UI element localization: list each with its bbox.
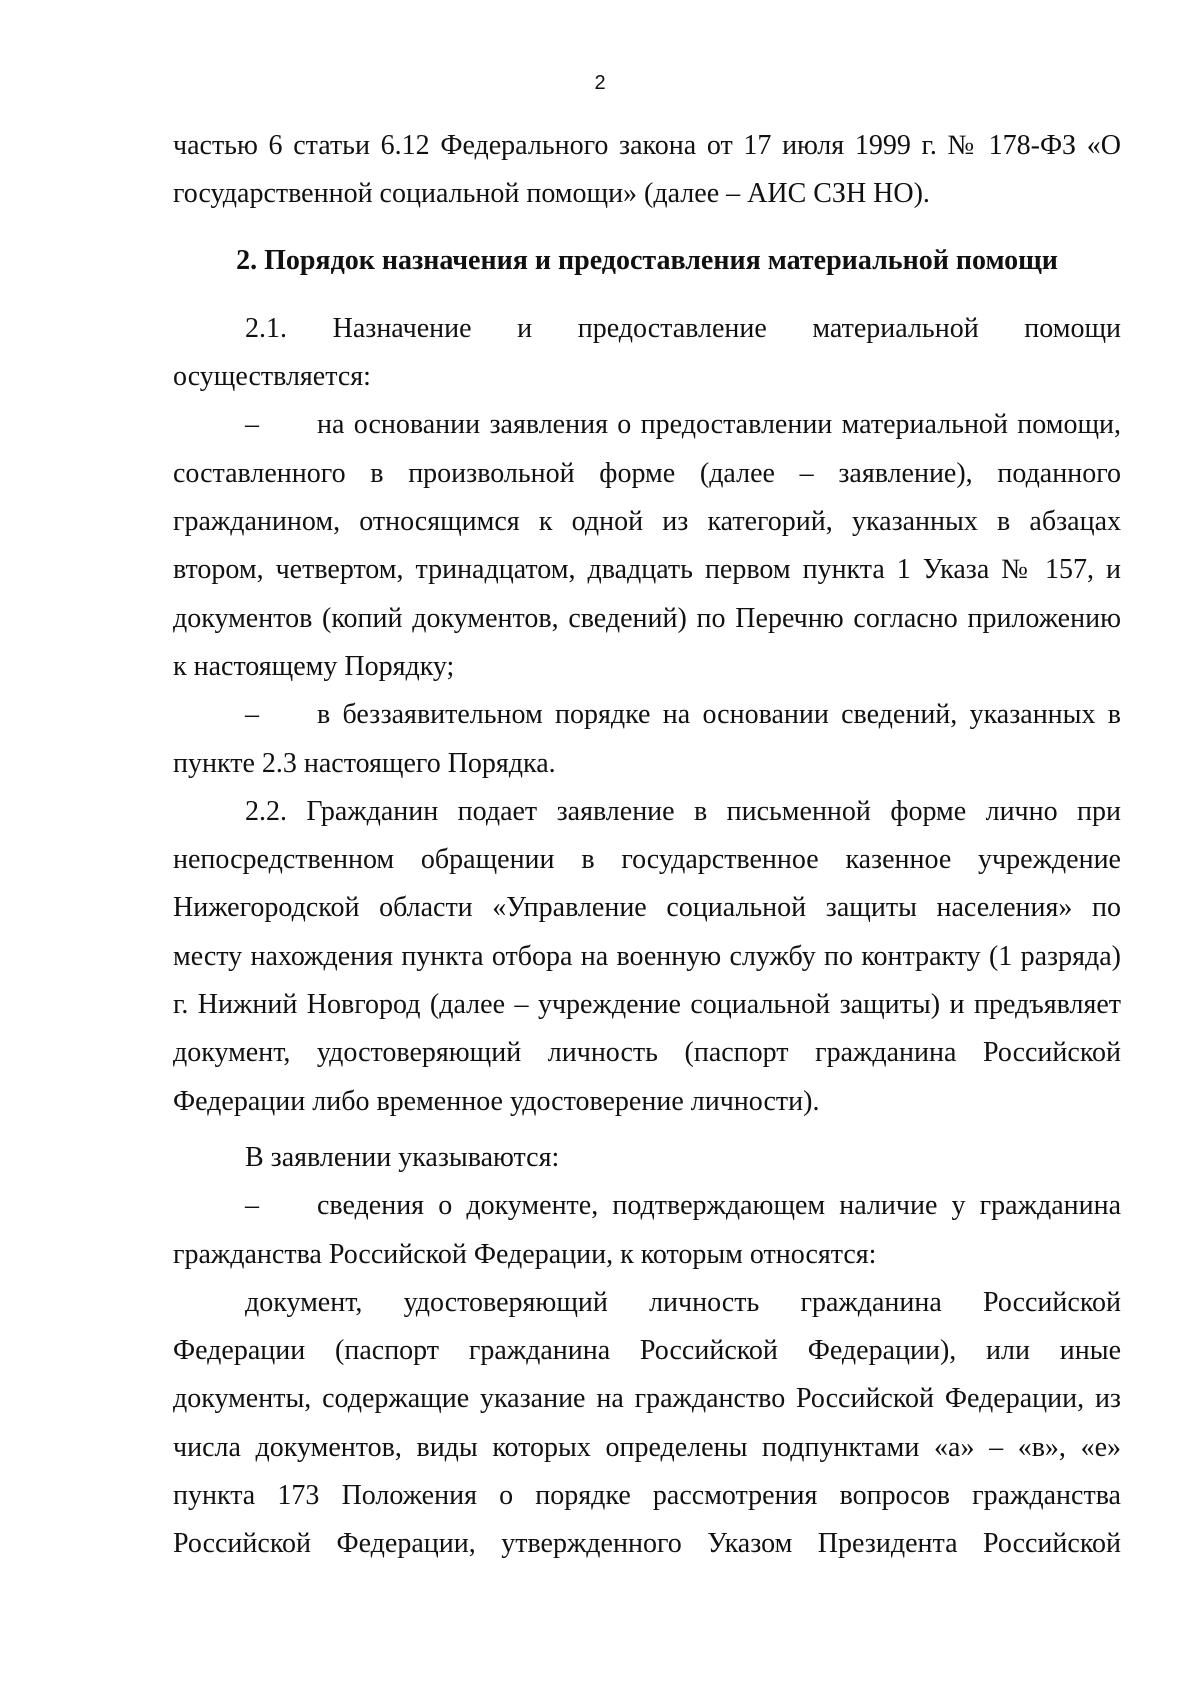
dash-marker: –: [245, 699, 259, 731]
paragraph-2-2: 2.2. Гражданин подает заявление в письменной форме лично при непосредственном обращении в государственное казенное учреждение Нижегородской области «Управление социальной защиты населения» по месту нахождения пункта отбора на военную службу по контракту (1 разряда) г. Нижний Новгород (далее – учреждение социальной защиты) и предъявляет документ, удостоверяющий личность (паспорт гражданина Российской Федерации либо временное удостоверение личности).: [173, 795, 1121, 1117]
list-item-text: сведения о документе, подтверждающем наличие у гражданина гражданства Российской Федерации, к которым относятся:: [173, 1190, 1121, 1270]
paragraph-continuation: частью 6 статьи 6.12 Федерального закона от 17 июля 1999 г. № 178-ФЗ «О государственной социальной помощи» (далее – АИС СЗН НО).: [173, 130, 1121, 210]
dash-marker: –: [245, 409, 259, 441]
list-item-text: в беззаявительном порядке на основании сведений, указанных в пункте 2.3 настоящего Порядка.: [173, 699, 1121, 779]
section-heading: 2. Порядок назначения и предоставления материальной помощи: [236, 244, 1058, 276]
list-item-text: на основании заявления о предоставлении материальной помощи, составленного в произвольной форме (далее – заявление), поданного гражданином, относящимся к одной из категорий, указанных в абзацах втором, четвертом, тринадцатом, двадцать первом пункта 1 Указа № 157, и документов (копий документов, сведений) по Перечню согласно приложению к настоящему Порядку;: [173, 409, 1121, 682]
page-number: 2: [594, 72, 606, 94]
paragraph-2-1: 2.1. Назначение и предоставление материальной помощи осуществляется:: [173, 312, 1121, 393]
list-item: [173, 691, 1121, 788]
paragraph-statement-contents: В заявлении указываются:: [245, 1141, 560, 1173]
list-item: [173, 401, 1121, 691]
dash-marker: –: [245, 1190, 259, 1222]
document-body: [173, 122, 1121, 1569]
list-item: [173, 1182, 1121, 1279]
paragraph-identity-document: документ, удостоверяющий личность гражданина Российской Федерации (паспорт гражданина Российской Федерации), или иные документы, содержащие указание на гражданство Российской Федерации, из числа документов, виды которых определены подпунктами «а» – «в», «е» пункта 173 Положения о порядке рассмотрения вопросов гражданства Российской Федерации, утвержденного Указом Президента Российской: [173, 1286, 1121, 1560]
